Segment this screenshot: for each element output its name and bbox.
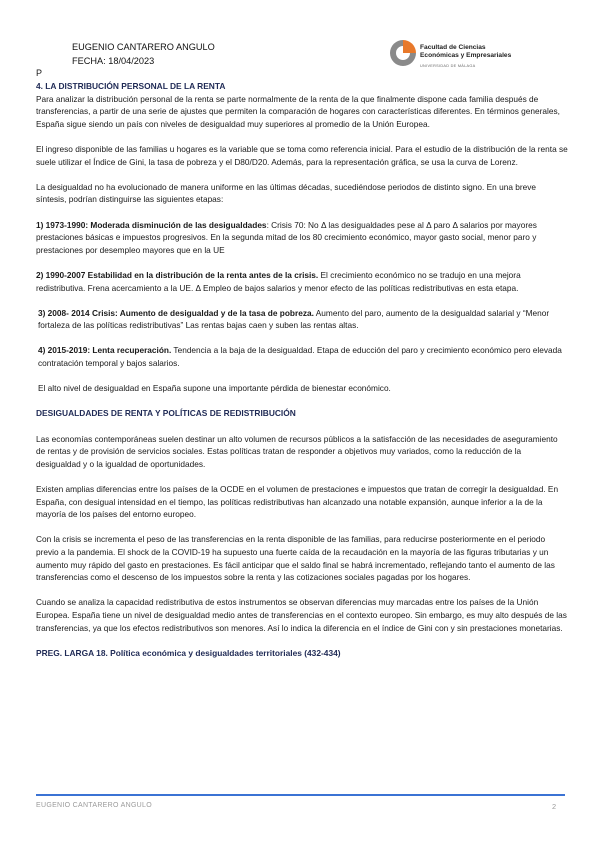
stage-label: 2) 1990-2007 Estabilidad en la distribución de la renta antes de la crisis. <box>36 269 319 280</box>
stage-text: Tendencia a la baja de la desigualdad. Etapa de educción del paro y crecimiento económico pero elevada contratación temporal y bajos salarios. <box>38 345 562 369</box>
stage-item <box>36 344 568 369</box>
stage-item <box>36 307 568 332</box>
stage-label: 1) 1973-1990: Moderada disminución de las desigualdades <box>36 219 267 230</box>
paragraph: Con la crisis se incrementa el peso de las transferencias en la renta disponible de las familias, para reducirse posteriormente en el periodo previo a la pandemia. El shock de la COVID-19 ha supuesto una fuerte caída de la recaudación en la mayoría de las figuras tributarias y un aumento muy rápido del gasto en prestaciones. Es fácil anticipar que el saldo final se habrá incrementado, reflejando tanto el aumento de las transferencias como el descenso de los impuestos sobre la renta y las cotizaciones sociales pagadas por los hogares. <box>36 534 555 583</box>
stage-text: El crecimiento económico no se tradujo en una mejora redistributiva. Frena acercamiento a la UE. Δ Empleo de bajos salarios y menor efecto de las políticas redistributivas en esta etapa. <box>36 269 521 293</box>
stage-text: : Crisis 70: No Δ las desigualdades pese al Δ paro Δ salarios por mayores prestaciones básicas e impuestos progresivos. En la segunda mitad de los 80 crecimiento económico, mayor gasto social, menor paro y prestaciones por desempleo mayores que en la UE <box>36 219 537 255</box>
paragraph: El ingreso disponible de las familias u hogares es la variable que se toma como referencia inicial. Para el estudio de la distribución de la renta se suele utilizar el Índice de Gini, la tasa de pobreza y el D80/D20. Además, para la representación gráfica, se usa la curva de Lorenz. <box>36 143 568 167</box>
faculty-logo <box>388 38 568 78</box>
document-body <box>36 80 568 672</box>
paragraph: El alto nivel de desigualdad en España supone una importante pérdida de bienestar económico. <box>38 383 391 394</box>
document-date: FECHA: 18/04/2023 <box>72 56 155 66</box>
paragraph: Cuando se analiza la capacidad redistributiva de estos instrumentos se observan diferencias muy marcadas entre los países de la Unión Europea. España tiene un nivel de desigualdad medio antes de transferencias en el contexto europeo. Sin embargo, es muy alto después de las transferencias, ya que los efectos redistributivos son menores. Así lo indica la diferencia en el índice de Gini con y sin prestaciones monetarias. <box>36 597 567 633</box>
footer-author: EUGENIO CANTARERO ANGULO <box>36 802 152 809</box>
page-number: 2 <box>552 802 557 811</box>
section-title-redistribution: DESIGUALDADES DE RENTA Y POLÍTICAS DE REDISTRIBUCIÓN <box>36 408 296 419</box>
author-block <box>72 40 215 68</box>
paragraph: Para analizar la distribución personal de la renta se parte normalmente de la renta de la que finalmente dispone cada familia después de transferencias, a partir de una serie de ajustes que permiten la comparación de hogares con características diferentes. En términos generales, España sigue siendo un país con niveles de desigualdad muy superiores al promedio de la Unión Europea. <box>36 93 560 129</box>
p-mark: P <box>36 68 43 78</box>
stage-item <box>36 219 568 257</box>
section-title-distribution: 4. LA DISTRIBUCIÓN PERSONAL DE LA RENTA <box>36 81 226 91</box>
question-reference: PREG. LARGA 18. Política económica y desigualdades territoriales (432-434) <box>36 647 341 658</box>
author-name: EUGENIO CANTARERO ANGULO <box>72 42 215 52</box>
university-name: UNIVERSIDAD DE MÁLAGA <box>420 64 476 68</box>
stage-label: 4) 2015-2019: Lenta recuperación. <box>38 345 172 356</box>
stage-item <box>36 269 568 294</box>
paragraph: Existen amplias diferencias entre los países de la OCDE en el volumen de prestaciones e impuestos que tratan de corregir la desigualdad. En España, con desigual intensidad en el tiempo, las políticas redistributivas han alcanzado una notable expansión, aunque inferior a la de la mayoría de los países del entorno europeo. <box>36 484 559 520</box>
paragraph: La desigualdad no ha evolucionado de manera uniforme en las últimas décadas, sucediéndose periodos de distinto signo. En una breve síntesis, podrían distinguirse las siguientes etapas: <box>36 181 536 205</box>
stage-text: Aumento del paro, aumento de la desigualdad salarial y “Menor fortaleza de las políticas redistributivas” Las rentas bajas caen y suben las rentas altas. <box>38 307 550 331</box>
stage-label: 3) 2008- 2014 Crisis: Aumento de desigualdad y de la tasa de pobreza. <box>38 307 314 318</box>
faculty-name: Facultad de Ciencias Económicas y Empresariales <box>420 44 512 59</box>
faculty-logo-icon <box>388 38 418 68</box>
paragraph: Las economías contemporáneas suelen destinar un alto volumen de recursos públicos a la satisfacción de las necesidades de aseguramiento de rentas y de provisión de servicios sociales. Estas políticas tratan de responder a objetivos muy variados, como la reducción de la desigualdad y o la igualdad de oportunidades. <box>36 433 558 469</box>
footer-rule <box>36 794 565 796</box>
